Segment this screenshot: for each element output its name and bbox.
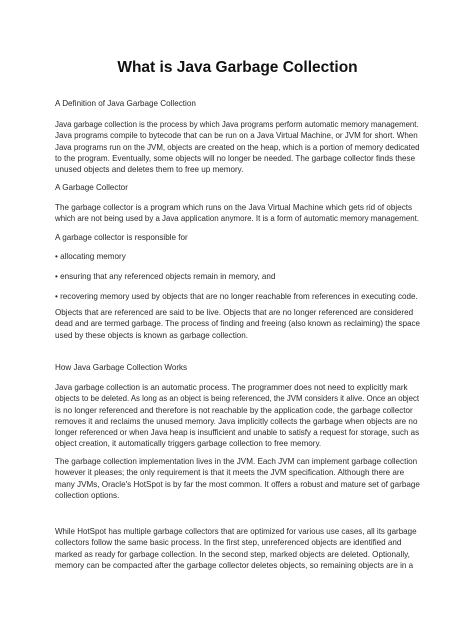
collector-heading-text: A Garbage Collector	[55, 183, 128, 192]
collector-heading	[55, 182, 420, 193]
text-line: unused objects and deletes them to free up memory.	[55, 165, 244, 175]
text-line: The garbage collector is a program which runs on the Java Virtual Machine which gets rid of objects	[55, 203, 413, 212]
definition-heading-text: A Definition of Java Garbage Collection	[55, 99, 196, 108]
text-line: dead and are termed garbage. The process of finding and freeing (also known as reclaiming) the space	[55, 319, 420, 329]
text-line: object creation, it automatically triggers garbage collection to free memory.	[55, 439, 322, 449]
collector-paragraph	[55, 202, 420, 225]
how-heading-text: How Java Garbage Collection Works	[55, 363, 188, 372]
text-line: objects to be deleted. As long as an object is being referenced, the JVM considers it alive. Once an object	[55, 394, 420, 404]
text-line: to the program. Eventually, some objects will no longer be needed. The garbage collector finds these	[55, 153, 416, 163]
text-line: removes it and reclaims the unused memory. Java implicitly collects the garbage when objects are no	[55, 416, 418, 426]
text-line: which are not being used by a Java application anymore. It is a form of automatic memory management.	[55, 214, 420, 224]
text-line: marked as ready for garbage collection. In the second step, marked objects are deleted. Optionally,	[55, 549, 410, 559]
text-line: Java programs compile to bytecode that can be run on a Java Virtual Machine, or JVM for short. When	[55, 131, 418, 141]
list-item: • recovering memory used by objects that are no longer reachable from references in executing code.	[55, 291, 420, 302]
text-line: collectors follow the same basic process. In the first step, unreferenced objects are identified and	[55, 538, 402, 548]
responsible-intro	[55, 232, 420, 243]
text-line: is no longer referenced and therefore is not reachable by the application code, the garbage collector	[55, 405, 413, 415]
text-line: used by these objects is known as garbage collection.	[55, 330, 249, 340]
text-line: memory can be compacted after the garbage collector deletes objects, so remaining objects are in a	[55, 560, 414, 570]
live-paragraph	[55, 307, 420, 341]
text-line: Java programs run on the JVM, objects are created on the heap, which is a portion of memory dedicated	[55, 142, 420, 152]
responsible-intro-text: A garbage collector is responsible for	[55, 233, 188, 242]
bullet-list	[55, 251, 420, 302]
text-line: many JVMs, Oracle's HotSpot is by far the most common. It offers a robust and mature set of garbage	[55, 479, 420, 489]
text-line: Objects that are referenced are said to be live. Objects that are no longer referenced are considered	[55, 308, 414, 317]
text-line: Java garbage collection is the process by which Java programs perform automatic memory management.	[55, 120, 419, 129]
page-title: What is Java Garbage Collection	[117, 59, 358, 76]
text-line: The garbage collection implementation lives in the JVM. Each JVM can implement garbage collection	[55, 457, 418, 466]
hotspot-paragraph	[55, 526, 420, 571]
text-line: however it pleases; the only requirement is that it meets the JVM specification. Although there are	[55, 468, 405, 478]
definition-paragraph	[55, 119, 420, 175]
list-item: • ensuring that any referenced objects remain in memory, and	[55, 271, 420, 282]
text-line: Java garbage collection is an automatic process. The programmer does not need to explicitly mark	[55, 383, 408, 392]
list-item: • allocating memory	[55, 251, 420, 262]
text-line: collection options.	[55, 490, 120, 500]
definition-heading	[55, 98, 420, 109]
text-line: While HotSpot has multiple garbage collectors that are optimized for various use cases, all its garbage	[55, 527, 417, 536]
how-heading	[55, 362, 420, 373]
how-paragraph	[55, 382, 420, 450]
implementation-paragraph	[55, 456, 420, 501]
text-line: longer referenced or when Java heap is insufficient and unable to satisfy a request for storage, such as	[55, 428, 420, 438]
